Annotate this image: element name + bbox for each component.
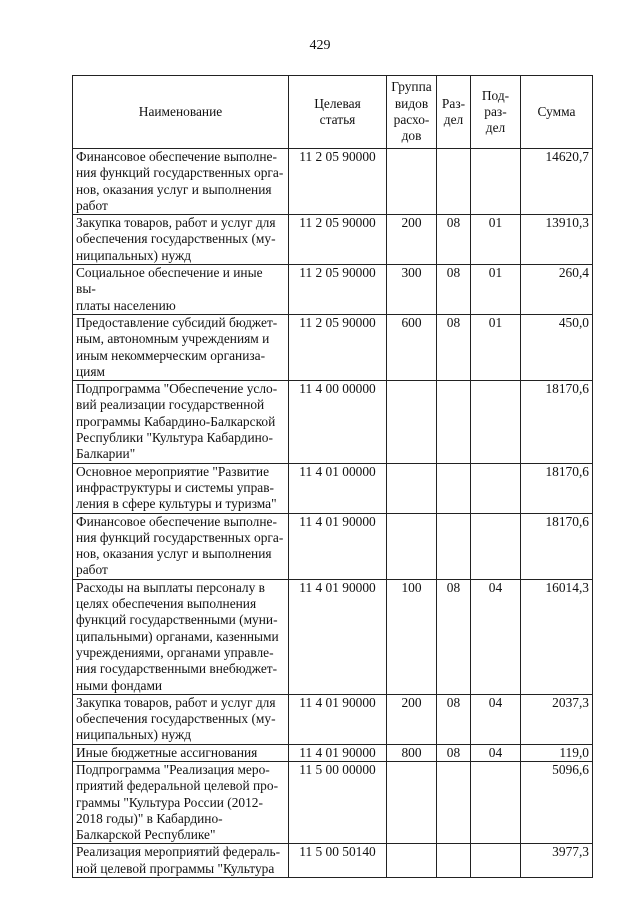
cell-sum: 18170,6 [521, 381, 593, 463]
cell-article: 11 2 05 90000 [289, 149, 387, 215]
cell-name [73, 744, 289, 761]
cell-article: 11 4 01 90000 [289, 694, 387, 744]
header-line: Группа [391, 79, 432, 95]
cell-name-line: Подпрограмма "Обеспечение усло- [76, 381, 278, 397]
cell-group [387, 761, 437, 843]
cell-subsection [471, 513, 521, 579]
table-row [73, 844, 593, 878]
cell-sum: 18170,6 [521, 463, 593, 513]
table-body [73, 149, 593, 878]
cell-name [73, 694, 289, 744]
cell-name [73, 149, 289, 215]
cell-article: 11 5 00 50140 [289, 844, 387, 878]
header-line: раз- [484, 103, 507, 119]
header-sum [521, 76, 593, 149]
cell-sum: 14620,7 [521, 149, 593, 215]
header-line: расхо- [393, 112, 430, 127]
header-line: дов [401, 128, 422, 144]
cell-name-line: нов, оказания услуг и выполнения [76, 181, 272, 197]
cell-sum: 3977,3 [521, 844, 593, 878]
cell-name-line: ципальными) органами, казенными [76, 628, 279, 644]
header-subsection [471, 76, 521, 149]
header-line: Под- [481, 87, 510, 103]
cell-name-line: Основное мероприятие "Развитие [76, 463, 270, 479]
cell-article: 11 2 05 90000 [289, 215, 387, 265]
cell-subsection: 01 [471, 215, 521, 265]
cell-name-line: Предоставление субсидий бюджет- [76, 314, 278, 330]
cell-name-line: Расходы на выплаты персоналу в [76, 579, 265, 595]
header-line: Сумма [537, 103, 576, 119]
table-row [73, 314, 593, 380]
header-line: Наименование [138, 103, 223, 119]
cell-sum: 5096,6 [521, 761, 593, 843]
cell-name [73, 381, 289, 463]
cell-group [387, 513, 437, 579]
cell-subsection: 04 [471, 744, 521, 761]
cell-name-line: целях обеспечения выполнения [76, 596, 257, 612]
cell-group [387, 463, 437, 513]
cell-name-line: ным, автономным учреждениям и [76, 331, 270, 347]
cell-name-line: инфраструктуры и системы управ- [76, 479, 275, 495]
table-row [73, 579, 593, 694]
cell-article: 11 4 01 90000 [289, 513, 387, 579]
table-row [73, 215, 593, 265]
cell-sum: 450,0 [521, 314, 593, 380]
cell-name-line: программы Кабардино-Балкарской [76, 413, 276, 429]
cell-name-line: Балкарии" [76, 446, 136, 462]
cell-name-line: обеспечения государственных (му- [76, 711, 276, 727]
cell-section [437, 844, 471, 878]
cell-name-line: Финансовое обеспечение выполне- [76, 513, 277, 529]
header-line: видов [394, 95, 429, 111]
cell-name-line: Финансовое обеспечение выполне- [76, 149, 277, 164]
table-row [73, 694, 593, 744]
cell-article: 11 5 00 00000 [289, 761, 387, 843]
cell-name-line: Социальное обеспечение и иные вы- [76, 265, 263, 297]
header-line: статья [319, 112, 356, 127]
cell-name-line: Закупка товаров, работ и услуг для [76, 694, 276, 710]
cell-subsection [471, 844, 521, 878]
table-row [73, 761, 593, 843]
cell-name [73, 215, 289, 265]
budget-table [72, 75, 593, 878]
cell-section: 08 [437, 215, 471, 265]
table-row [73, 513, 593, 579]
cell-group [387, 149, 437, 215]
cell-section [437, 149, 471, 215]
cell-article: 11 2 05 90000 [289, 265, 387, 315]
cell-name-line: граммы "Культура России (2012- [76, 794, 263, 810]
cell-subsection: 01 [471, 314, 521, 380]
cell-section: 08 [437, 744, 471, 761]
cell-name-line: Иные бюджетные ассигнования [76, 744, 258, 760]
cell-group: 600 [387, 314, 437, 380]
cell-name [73, 761, 289, 843]
cell-section [437, 761, 471, 843]
table-row [73, 381, 593, 463]
cell-name-line: учреждениями, органами управле- [76, 644, 274, 660]
cell-name-line: Республики "Культура Кабардино- [76, 430, 273, 446]
cell-name-line: иным некоммерческим организа- [76, 347, 266, 363]
cell-article: 11 4 01 90000 [289, 579, 387, 694]
cell-article: 11 2 05 90000 [289, 314, 387, 380]
cell-section: 08 [437, 579, 471, 694]
cell-group: 800 [387, 744, 437, 761]
cell-name [73, 579, 289, 694]
header-section [437, 76, 471, 149]
cell-name-line: ниципальных) нужд [76, 727, 192, 743]
header-group [387, 76, 437, 149]
cell-name-line: приятий федеральной целевой про- [76, 778, 279, 794]
cell-section: 08 [437, 694, 471, 744]
cell-subsection [471, 761, 521, 843]
cell-subsection: 04 [471, 579, 521, 694]
cell-name-line: ными фондами [76, 677, 163, 693]
cell-sum: 18170,6 [521, 513, 593, 579]
header-line: Целевая [314, 95, 361, 111]
cell-name-line: работ [76, 562, 108, 578]
cell-section: 08 [437, 265, 471, 315]
cell-name-line: вий реализации государственной [76, 397, 265, 413]
cell-sum: 260,4 [521, 265, 593, 315]
table-header-row [73, 76, 593, 149]
header-line: дел [485, 120, 506, 136]
cell-subsection [471, 381, 521, 463]
cell-name-line: работ [76, 197, 108, 213]
cell-name [73, 513, 289, 579]
cell-section: 08 [437, 314, 471, 380]
table-row [73, 149, 593, 215]
cell-name-line: ния функций государственных орга- [76, 529, 284, 545]
cell-sum: 119,0 [521, 744, 593, 761]
header-line: Раз- [441, 95, 466, 111]
cell-name-line: нов, оказания услуг и выполнения [76, 546, 272, 562]
cell-name-line: ния функций государственных орга- [76, 165, 284, 181]
cell-name-line: функций государственными (муни- [76, 612, 278, 628]
cell-name [73, 314, 289, 380]
cell-section [437, 381, 471, 463]
cell-name-line: ной целевой программы "Культура [76, 860, 275, 876]
cell-name [73, 463, 289, 513]
cell-name-line: ниципальных) нужд [76, 247, 192, 263]
cell-sum: 2037,3 [521, 694, 593, 744]
cell-name-line: Подпрограмма "Реализация меро- [76, 761, 270, 777]
cell-subsection [471, 149, 521, 215]
table-row [73, 265, 593, 315]
cell-article: 11 4 01 00000 [289, 463, 387, 513]
cell-name-line: Реализация мероприятий федераль- [76, 844, 281, 860]
cell-sum: 13910,3 [521, 215, 593, 265]
cell-group: 200 [387, 215, 437, 265]
cell-name-line: Балкарской Республике" [76, 827, 216, 843]
cell-name-line: платы населению [76, 297, 176, 313]
cell-article: 11 4 01 90000 [289, 744, 387, 761]
cell-name [73, 265, 289, 315]
cell-group: 100 [387, 579, 437, 694]
cell-group: 200 [387, 694, 437, 744]
header-article [289, 76, 387, 149]
cell-section [437, 513, 471, 579]
cell-subsection: 04 [471, 694, 521, 744]
cell-group: 300 [387, 265, 437, 315]
cell-name-line: Закупка товаров, работ и услуг для [76, 215, 276, 231]
cell-name-line: обеспечения государственных (му- [76, 231, 276, 247]
cell-name-line: циям [76, 363, 105, 379]
header-name [73, 76, 289, 149]
cell-section [437, 463, 471, 513]
cell-group [387, 844, 437, 878]
page-number: 429 [309, 38, 331, 53]
cell-subsection: 01 [471, 265, 521, 315]
cell-name-line: ния государственными внебюджет- [76, 661, 278, 677]
cell-name-line: ления в сфере культуры и туризма" [76, 496, 277, 512]
cell-sum: 16014,3 [521, 579, 593, 694]
table-row [73, 744, 593, 761]
cell-subsection [471, 463, 521, 513]
cell-name-line: 2018 годы)" в Кабардино- [76, 810, 223, 826]
cell-article: 11 4 00 00000 [289, 381, 387, 463]
cell-group [387, 381, 437, 463]
header-line: дел [443, 112, 464, 127]
cell-name [73, 844, 289, 878]
table-row [73, 463, 593, 513]
